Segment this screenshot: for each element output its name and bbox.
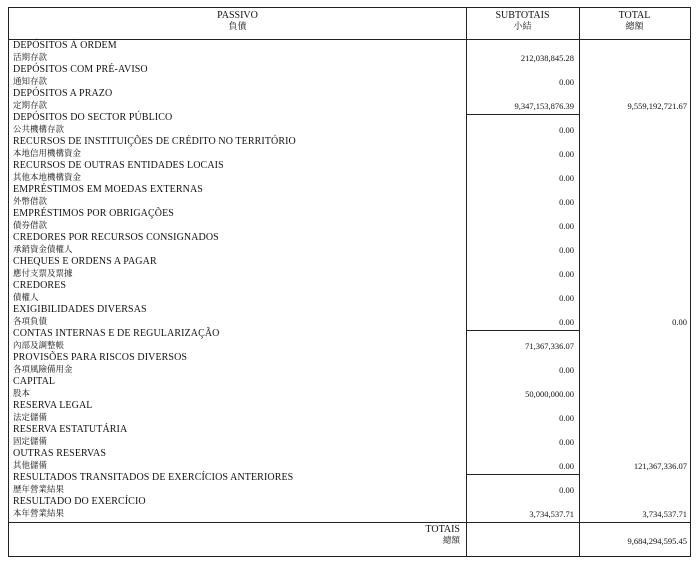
table-row xyxy=(13,232,463,256)
group-rule xyxy=(466,330,579,331)
table-row xyxy=(13,496,463,520)
row-label: OUTRAS RESERVAS xyxy=(13,448,107,459)
row-label: EMPRÉSTIMOS EM MOEDAS EXTERNAS xyxy=(13,184,203,195)
subtotal-cell: 71,367,336.07 xyxy=(525,341,574,351)
totals-label xyxy=(425,524,460,546)
header-passivo xyxy=(9,10,466,32)
header-passivo-zh: 負債 xyxy=(228,21,247,31)
row-label: EMPRÉSTIMOS POR OBRIGAÇÕES xyxy=(13,208,174,219)
subtotal-cell: 0.00 xyxy=(559,149,574,159)
subtotal-cell: 0.00 xyxy=(559,221,574,231)
row-label-zh: 固定儲備 xyxy=(13,436,48,446)
row-label: DEPÓSITOS À ORDEM xyxy=(13,40,117,51)
row-label-zh: 本地信用機構資金 xyxy=(13,148,82,158)
row-label: DEPÓSITOS A PRAZO xyxy=(13,88,113,99)
row-label-zh: 其他儲備 xyxy=(13,460,48,470)
totals-rule xyxy=(9,522,690,523)
table-row xyxy=(13,256,463,280)
subtotal-cell: 212,038,845.28 xyxy=(520,53,574,63)
subtotal-cell: 9,347,153,876.39 xyxy=(514,101,574,111)
row-label-zh: 公共機構存款 xyxy=(13,124,65,134)
row-label: RECURSOS DE INSTITUIÇÕES DE CRÉDITO NO TERRITÓRIO xyxy=(13,136,296,147)
table-row xyxy=(13,208,463,232)
row-label-zh: 應付支票及票據 xyxy=(13,268,73,278)
subtotal-cell: 0.00 xyxy=(559,413,574,423)
group-rule xyxy=(466,474,579,475)
subtotal-cell: 0.00 xyxy=(559,125,574,135)
row-label: CAPITAL xyxy=(13,376,56,387)
row-label: RESULTADOS TRANSITADOS DE EXERCÍCIOS ANTERIORES xyxy=(13,472,294,483)
table-row xyxy=(13,184,463,208)
subtotal-cell: 3,734,537.71 xyxy=(529,509,574,519)
totals-label-zh: 總額 xyxy=(442,535,460,545)
subtotal-cell: 0.00 xyxy=(559,365,574,375)
row-label-zh: 外幣借款 xyxy=(13,196,48,206)
table-row xyxy=(13,88,463,112)
row-label-zh: 承銷資金債權人 xyxy=(13,244,73,254)
row-label-zh: 股本 xyxy=(13,388,31,398)
header-subtotais xyxy=(466,10,579,32)
table-row xyxy=(13,472,463,496)
total-cell: 9,559,192,721.67 xyxy=(627,101,687,111)
subtotal-cell: 0.00 xyxy=(559,245,574,255)
subtotal-cell: 0.00 xyxy=(559,461,574,471)
row-label: CONTAS INTERNAS E DE REGULARIZAÇÃO xyxy=(13,328,220,339)
table-row xyxy=(13,136,463,160)
table-row xyxy=(13,448,463,472)
total-cell: 121,367,336.07 xyxy=(633,461,687,471)
table-row xyxy=(13,64,463,88)
row-label: DEPÓSITOS DO SECTOR PÚBLICO xyxy=(13,112,173,123)
table-row xyxy=(13,160,463,184)
subtotal-cell: 0.00 xyxy=(559,77,574,87)
subtotal-cell: 0.00 xyxy=(559,317,574,327)
subtotal-cell: 0.00 xyxy=(559,293,574,303)
total-cell: 3,734,537.71 xyxy=(642,509,687,519)
totals-label-text: TOTAIS xyxy=(425,524,460,535)
row-label-zh: 法定儲備 xyxy=(13,412,48,422)
row-label-zh: 債券借款 xyxy=(13,220,48,230)
total-cell: 0.00 xyxy=(672,317,687,327)
subtotal-cell: 50,000,000.00 xyxy=(525,389,574,399)
header-subtotais-zh: 小結 xyxy=(513,21,532,31)
table-row xyxy=(13,352,463,376)
header-total-label: TOTAL xyxy=(618,10,651,21)
row-label-zh: 債權人 xyxy=(13,292,39,302)
row-label: CHEQUES E ORDENS A PAGAR xyxy=(13,256,157,267)
table-row xyxy=(13,376,463,400)
table-row xyxy=(13,304,463,328)
row-label: RESERVA LEGAL xyxy=(13,400,93,411)
subtotal-cell: 0.00 xyxy=(559,197,574,207)
table-row xyxy=(13,328,463,352)
row-label: DEPÓSITOS COM PRÉ-AVISO xyxy=(13,64,148,75)
row-label-zh: 定期存款 xyxy=(13,100,48,110)
row-label-zh: 內部及調整帳 xyxy=(13,340,65,350)
group-rule xyxy=(466,114,579,115)
table-row xyxy=(13,280,463,304)
row-label-zh: 其他本地機構資金 xyxy=(13,172,82,182)
row-label: CREDORES xyxy=(13,280,67,291)
subtotal-cell: 0.00 xyxy=(559,437,574,447)
header-passivo-label: PASSIVO xyxy=(217,10,258,21)
grand-total-value: 9,684,294,595.45 xyxy=(627,536,687,546)
row-label-zh: 各項風險備用金 xyxy=(13,364,73,374)
balance-sheet-table xyxy=(8,7,691,557)
row-label-zh: 通知存款 xyxy=(13,76,48,86)
row-label: EXIGIBILIDADES DIVERSAS xyxy=(13,304,147,315)
subtotal-cell: 0.00 xyxy=(559,269,574,279)
column-divider xyxy=(579,8,580,556)
header-subtotais-label: SUBTOTAIS xyxy=(495,10,550,21)
row-label-zh: 活期存款 xyxy=(13,52,48,62)
subtotal-cell: 0.00 xyxy=(559,485,574,495)
row-label-zh: 歷年營業結果 xyxy=(13,484,65,494)
header-total xyxy=(579,10,690,32)
table-row xyxy=(13,40,463,64)
table-row xyxy=(13,424,463,448)
header-total-zh: 總額 xyxy=(625,21,644,31)
row-label: PROVISÕES PARA RISCOS DIVERSOS xyxy=(13,352,188,363)
row-label: CREDORES POR RECURSOS CONSIGNADOS xyxy=(13,232,219,243)
row-label: RECURSOS DE OUTRAS ENTIDADES LOCAIS xyxy=(13,160,224,171)
subtotal-cell: 0.00 xyxy=(559,173,574,183)
table-row xyxy=(13,112,463,136)
row-label-zh: 本年營業結果 xyxy=(13,508,65,518)
table-row xyxy=(13,400,463,424)
row-label-zh: 各項負債 xyxy=(13,316,48,326)
row-label: RESULTADO DO EXERCÍCIO xyxy=(13,496,146,507)
row-label: RESERVA ESTATUTÁRIA xyxy=(13,424,128,435)
